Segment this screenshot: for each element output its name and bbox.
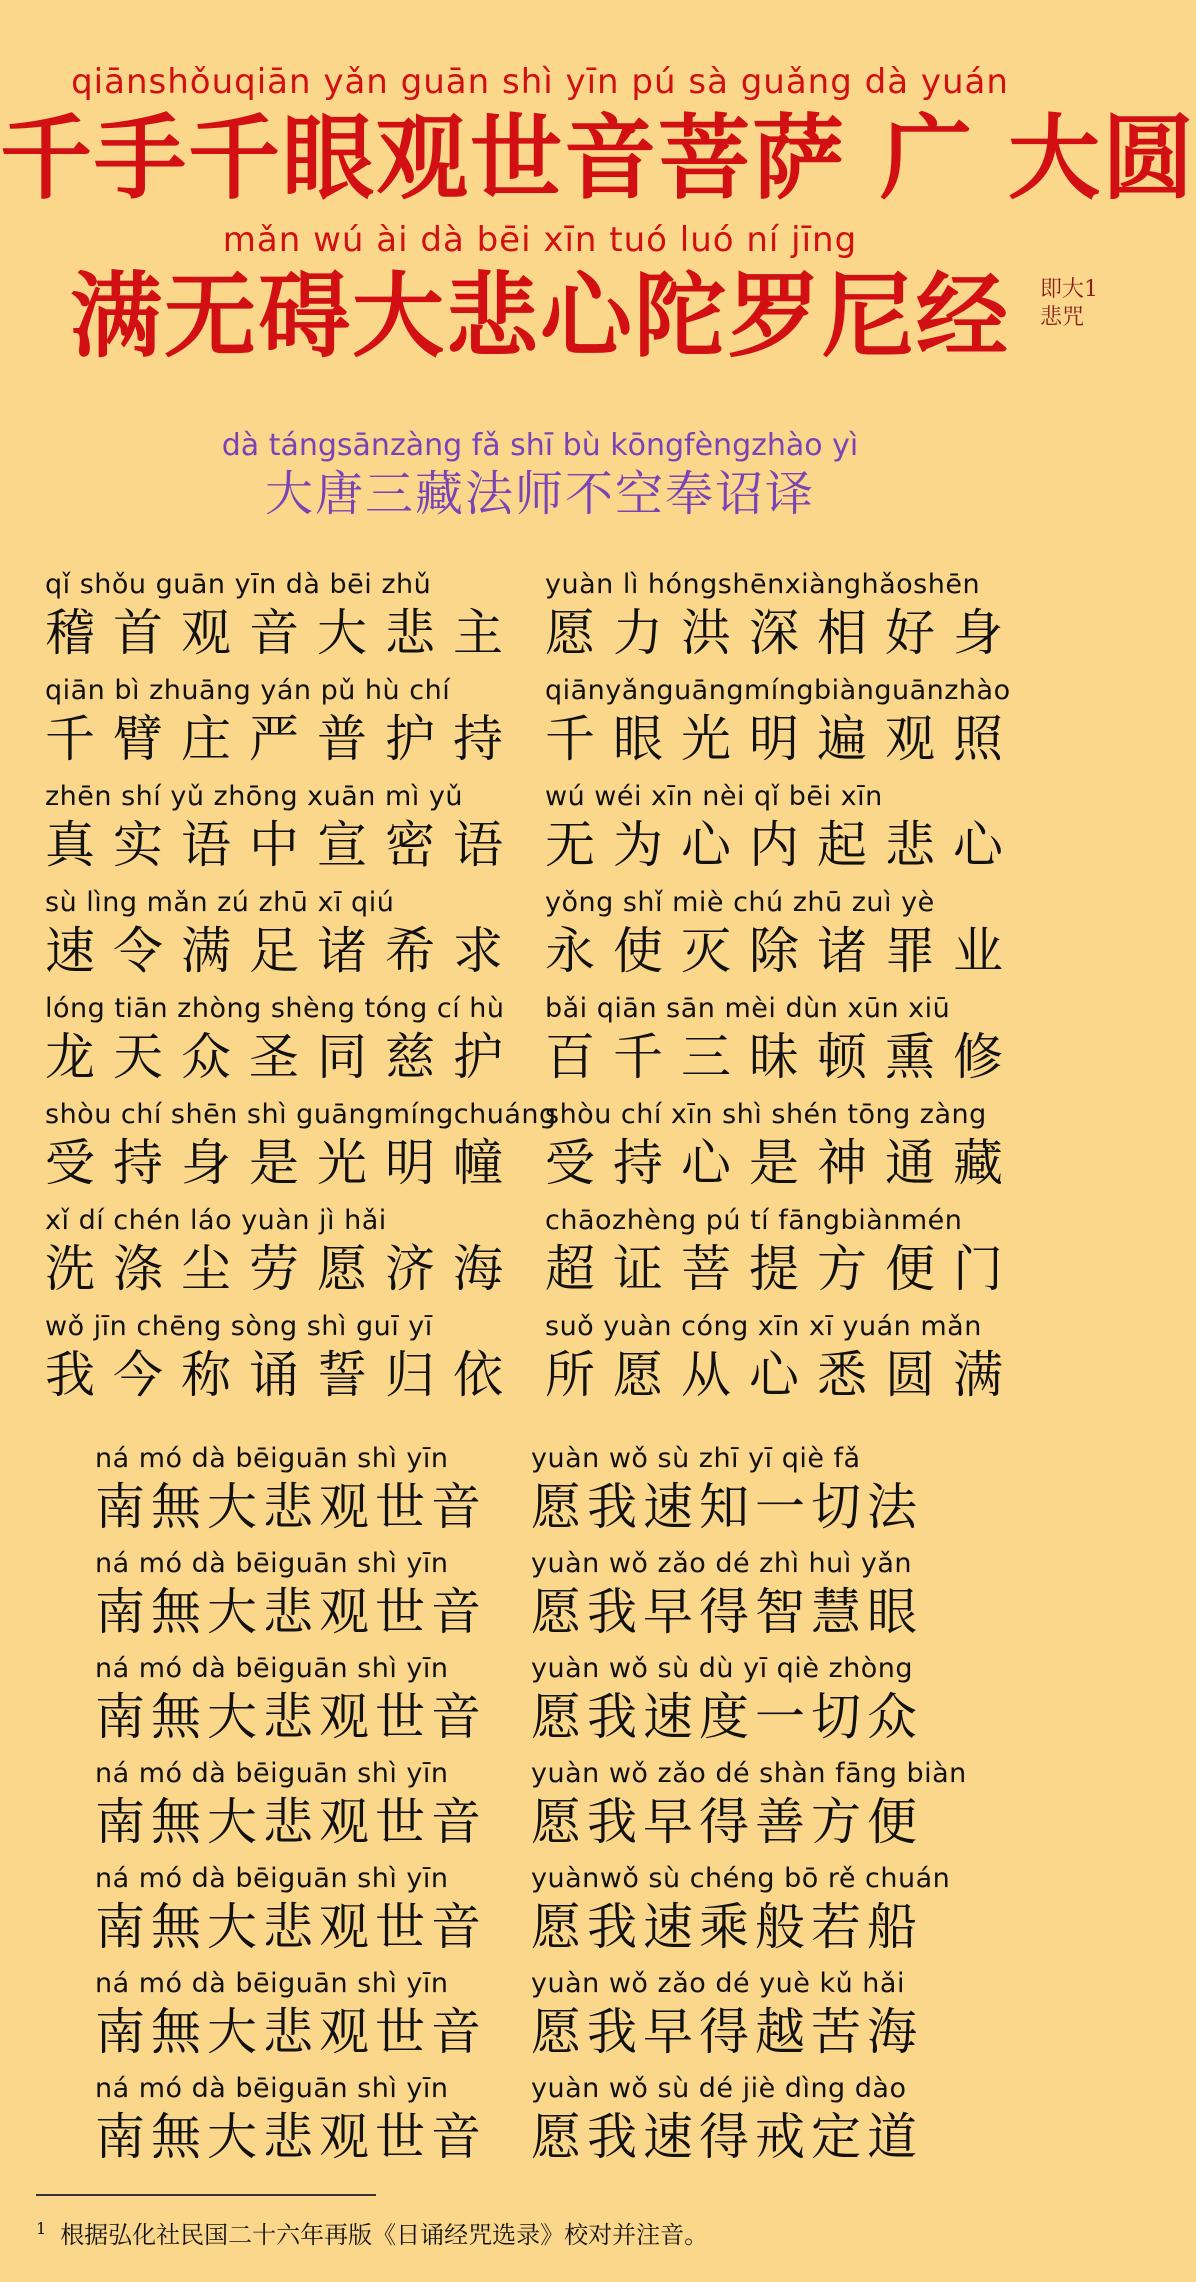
footnote-text: 根据弘化社民国二十六年再版《日诵经咒选录》校对并注音。 (60, 2221, 709, 2249)
vow-left-pinyin: ná mó dà bēiguān shì yīn (95, 1548, 449, 1579)
vow-left-column (95, 1547, 531, 1652)
vow-right-column (531, 1757, 1031, 1862)
verse-right-pinyin: suǒ yuàn cóng xīn xī yuán mǎn (545, 1311, 982, 1342)
title-line2: 满无碍大悲心陀罗尼经 (69, 262, 1010, 370)
vow-row (95, 1547, 1035, 1652)
verse-left-pinyin: lóng tiān zhòng shèng tóng cí hù (45, 993, 505, 1024)
vow-right-column (531, 1652, 1031, 1757)
vow-left-pinyin: ná mó dà bēiguān shì yīn (95, 1443, 449, 1474)
verse-right-text: 无为心内起悲心 (545, 816, 1021, 874)
footnote-mark: 1 (36, 2219, 47, 2238)
verse-right-text: 所愿从心悉圆满 (545, 1346, 1021, 1404)
translator-pinyin: dà tángsānzàng fǎ shī bù kōngfèngzhào yì (221, 428, 859, 463)
vow-left-column (95, 1862, 531, 1967)
verse-left-column (45, 886, 545, 992)
verse-row (45, 1204, 1045, 1310)
footnote-divider (36, 2194, 376, 2196)
verse-right-pinyin: yuàn lì hóngshēnxiànghǎoshēn (545, 569, 981, 600)
verse-left-text: 龙天众圣同慈护 (45, 1028, 521, 1086)
vow-left-text: 南無大悲观世音 (95, 1898, 487, 1956)
verse-left-pinyin: qiān bì zhuāng yán pǔ hù chí (45, 675, 451, 706)
vow-left-pinyin: ná mó dà bēiguān shì yīn (95, 1863, 449, 1894)
vow-right-column (531, 2072, 1031, 2177)
vow-right-column (531, 1862, 1031, 1967)
vow-left-column (95, 1442, 531, 1547)
verse-left-text: 洗涤尘劳愿济海 (45, 1240, 521, 1298)
vow-right-column (531, 1442, 1031, 1547)
verse-left-pinyin: zhēn shí yǔ zhōng xuān mì yǔ (45, 781, 463, 812)
verse-row (45, 674, 1045, 780)
vow-right-pinyin: yuàn wǒ sù dù yī qiè zhòng (531, 1653, 914, 1684)
vow-row (95, 1652, 1035, 1757)
verse-left-column (45, 568, 545, 674)
vow-right-pinyin: yuàn wǒ zǎo dé zhì huì yǎn (531, 1548, 912, 1579)
vow-right-text: 愿我速度一切众 (531, 1688, 923, 1746)
verse-left-column (45, 780, 545, 886)
vow-left-column (95, 1757, 531, 1862)
verse-right-column (545, 780, 1045, 886)
vow-row (95, 1757, 1035, 1862)
vow-right-pinyin: yuàn wǒ zǎo dé yuè kǔ hǎi (531, 1968, 905, 1999)
vow-row (95, 1967, 1035, 2072)
verse-right-text: 受持心是神通藏 (545, 1134, 1021, 1192)
vow-left-text: 南無大悲观世音 (95, 1478, 487, 1536)
footnote (36, 2214, 708, 2250)
verse-right-column (545, 674, 1045, 780)
verse-left-text: 受持身是光明幢 (45, 1134, 521, 1192)
verse-left-column (45, 992, 545, 1098)
verse-row (45, 1098, 1045, 1204)
verse-row (45, 992, 1045, 1098)
verse-left-column (45, 674, 545, 780)
vow-left-pinyin: ná mó dà bēiguān shì yīn (95, 1758, 449, 1789)
vow-right-column (531, 1547, 1031, 1652)
verse-right-pinyin: wú wéi xīn nèi qǐ bēi xīn (545, 781, 883, 812)
verse-left-column (45, 1098, 557, 1204)
vow-right-pinyin: yuàn wǒ zǎo dé shàn fāng biàn (531, 1758, 967, 1789)
translator-credit (0, 428, 1080, 524)
verse-right-column (545, 1098, 1045, 1204)
vow-left-text: 南無大悲观世音 (95, 1793, 487, 1851)
verse-left-pinyin: xǐ dí chén láo yuàn jì hǎi (45, 1205, 387, 1236)
vow-right-text: 愿我早得善方便 (531, 1793, 923, 1851)
title-annotation-line1: 即大1 (1040, 277, 1098, 302)
verse-row (45, 568, 1045, 674)
title-annotation (1040, 276, 1098, 332)
verse-right-pinyin: bǎi qiān sān mèi dùn xūn xiū (545, 993, 951, 1024)
verse-left-text: 我今称诵誓归依 (45, 1346, 521, 1404)
vow-right-text: 愿我早得智慧眼 (531, 1583, 923, 1641)
verse-left-pinyin: wǒ jīn chēng sòng shì guī yī (45, 1311, 433, 1342)
vow-left-text: 南無大悲观世音 (95, 1688, 487, 1746)
verse-right-column (545, 886, 1045, 992)
verse-right-column (545, 992, 1045, 1098)
verse-right-text: 千眼光明遍观照 (545, 710, 1021, 768)
verse-right-column (545, 1204, 1045, 1310)
title-line2-pinyin: mǎn wú ài dà bēi xīn tuó luó ní jīng (222, 220, 858, 260)
vow-left-text: 南無大悲观世音 (95, 2003, 487, 2061)
vow-left-column (95, 2072, 531, 2177)
verse-row (45, 886, 1045, 992)
title-line1-pinyin: qiānshǒuqiān yǎn guān shì yīn pú sà guǎng dà yuán (71, 62, 1009, 102)
vow-right-column (531, 1967, 1031, 2072)
vow-left-text: 南無大悲观世音 (95, 1583, 487, 1641)
vow-right-pinyin: yuànwǒ sù chéng bō rě chuán (531, 1863, 951, 1894)
verse-right-text: 超证菩提方便门 (545, 1240, 1021, 1298)
verse-section (45, 568, 1045, 1416)
verse-left-pinyin: shòu chí shēn shì guāngmíngchuáng (45, 1099, 557, 1130)
verse-right-column (545, 568, 1045, 674)
vow-right-pinyin: yuàn wǒ sù zhī yī qiè fǎ (531, 1443, 861, 1474)
vow-right-text: 愿我速知一切法 (531, 1478, 923, 1536)
verse-right-text: 愿力洪深相好身 (545, 604, 1021, 662)
verse-right-pinyin: qiānyǎnguāngmíngbiànguānzhào (545, 675, 1011, 706)
verse-left-column (45, 1310, 545, 1416)
verse-right-pinyin: chāozhèng pú tí fāngbiànmén (545, 1205, 963, 1236)
translator-text: 大唐三藏法师不空奉诏译 (264, 466, 815, 522)
verse-left-column (45, 1204, 545, 1310)
verse-right-column (545, 1310, 1045, 1416)
vow-left-column (95, 1652, 531, 1757)
verse-row (45, 780, 1045, 886)
vow-left-pinyin: ná mó dà bēiguān shì yīn (95, 1653, 449, 1684)
vow-left-pinyin: ná mó dà bēiguān shì yīn (95, 1968, 449, 1999)
verse-left-pinyin: sù lìng mǎn zú zhū xī qiú (45, 887, 395, 918)
verse-left-pinyin: qǐ shǒu guān yīn dà bēi zhǔ (45, 569, 432, 600)
vow-row (95, 1442, 1035, 1547)
verse-row (45, 1310, 1045, 1416)
verse-left-text: 真实语中宣密语 (45, 816, 521, 874)
verse-right-text: 百千三昧顿熏修 (545, 1028, 1021, 1086)
title-line1: 千手千眼观世音菩萨 广 大圆 (0, 104, 1196, 212)
verse-left-text: 千臂庄严普护持 (45, 710, 521, 768)
vow-row (95, 1862, 1035, 1967)
title-line2-wrap (69, 262, 1098, 370)
sutra-title (0, 60, 1196, 370)
vow-left-column (95, 1967, 531, 2072)
vow-right-text: 愿我速乘般若船 (531, 1898, 923, 1956)
vow-section (95, 1442, 1035, 2177)
verse-right-pinyin: yǒng shǐ miè chú zhū zuì yè (545, 887, 935, 918)
verse-left-text: 速令满足诸希求 (45, 922, 521, 980)
verse-left-text: 稽首观音大悲主 (45, 604, 521, 662)
vow-right-text: 愿我早得越苦海 (531, 2003, 923, 2061)
vow-left-pinyin: ná mó dà bēiguān shì yīn (95, 2073, 449, 2104)
vow-left-text: 南無大悲观世音 (95, 2108, 487, 2166)
vow-row (95, 2072, 1035, 2177)
verse-right-text: 永使灭除诸罪业 (545, 922, 1021, 980)
verse-right-pinyin: shòu chí xīn shì shén tōng zàng (545, 1099, 987, 1130)
vow-right-text: 愿我速得戒定道 (531, 2108, 923, 2166)
title-annotation-line2: 悲咒 (1040, 305, 1085, 330)
vow-right-pinyin: yuàn wǒ sù dé jiè dìng dào (531, 2073, 907, 2104)
